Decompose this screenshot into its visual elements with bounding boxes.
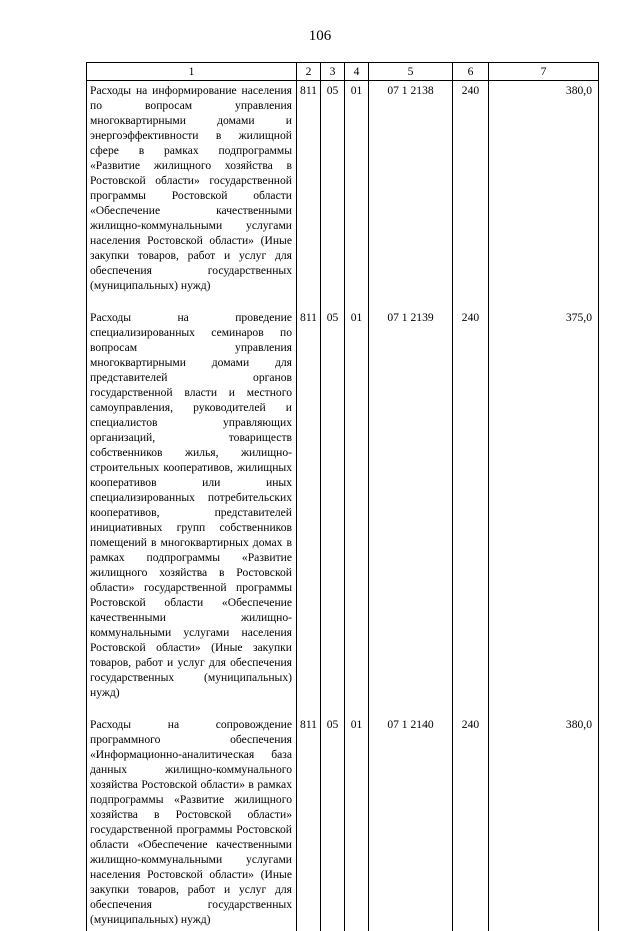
column-header: 3 xyxy=(321,63,345,81)
table-row xyxy=(87,703,599,931)
row-ministry-code: 811 xyxy=(297,703,321,931)
column-header: 1 xyxy=(87,63,297,81)
row-description: Расходы на проведение специализированных семинаров по вопросам управления многоквартирными домами для представителей органов государственной власти и местного самоуправления, руководителей и специалистов управляющих организаций, товариществ собственников жилья, жилищно-строительных кооперативов, жилищных кооперативов или иных специализированных потребительских кооперативов, представителей инициативных групп собственников помещений в многоквартирных домах в рамках подпрограммы «Развитие жилищного хозяйства в Ростовской области» государственной программы Ростовской области «Обеспечение качественными жилищно-коммунальными услугами населения Ростовской области» (Иные закупки товаров, работ и услуг для обеспечения государственных (муниципальных) нужд) xyxy=(87,296,297,703)
row-subsection-code: 01 xyxy=(345,296,369,703)
row-target-article: 07 1 2139 xyxy=(369,296,453,703)
row-amount: 380,0 xyxy=(489,703,599,931)
column-header: 6 xyxy=(453,63,489,81)
column-header: 2 xyxy=(297,63,321,81)
table-row xyxy=(87,296,599,703)
row-expense-type: 240 xyxy=(453,296,489,703)
row-amount: 375,0 xyxy=(489,296,599,703)
row-section-code: 05 xyxy=(321,296,345,703)
row-ministry-code: 811 xyxy=(297,81,321,297)
table-row xyxy=(87,81,599,297)
page-number: 106 xyxy=(308,28,332,44)
row-expense-type: 240 xyxy=(453,703,489,931)
budget-table xyxy=(86,62,599,931)
row-description: Расходы на сопровождение программного обеспечения «Информационно-аналитическая база данных жилищно-коммунального хозяйства Ростовской области» в рамках подпрограммы «Развитие жилищного хозяйства в Ростовской области» государственной программы Ростовской области «Обеспечение качественными жилищно-коммунальными услугами населения Ростовской области» (Иные закупки товаров, работ и услуг для обеспечения государственных (муниципальных) нужд) xyxy=(87,703,297,931)
row-amount: 380,0 xyxy=(489,81,599,297)
table-header-row xyxy=(87,63,599,81)
column-header: 7 xyxy=(489,63,599,81)
row-subsection-code: 01 xyxy=(345,81,369,297)
row-expense-type: 240 xyxy=(453,81,489,297)
row-section-code: 05 xyxy=(321,703,345,931)
column-header: 5 xyxy=(369,63,453,81)
row-target-article: 07 1 2138 xyxy=(369,81,453,297)
row-section-code: 05 xyxy=(321,81,345,297)
row-description: Расходы на информирование населения по вопросам управления многоквартирными домами и энергоэффективности в жилищной сфере в рамках подпрограммы «Развитие жилищного хозяйства в Ростовской области» государственной программы Ростовской области «Обеспечение качественными жилищно-коммунальными услугами населения Ростовской области» (Иные закупки товаров, работ и услуг для обеспечения государственных (муниципальных) нужд) xyxy=(87,81,297,297)
row-target-article: 07 1 2140 xyxy=(369,703,453,931)
column-header: 4 xyxy=(345,63,369,81)
row-subsection-code: 01 xyxy=(345,703,369,931)
row-ministry-code: 811 xyxy=(297,296,321,703)
